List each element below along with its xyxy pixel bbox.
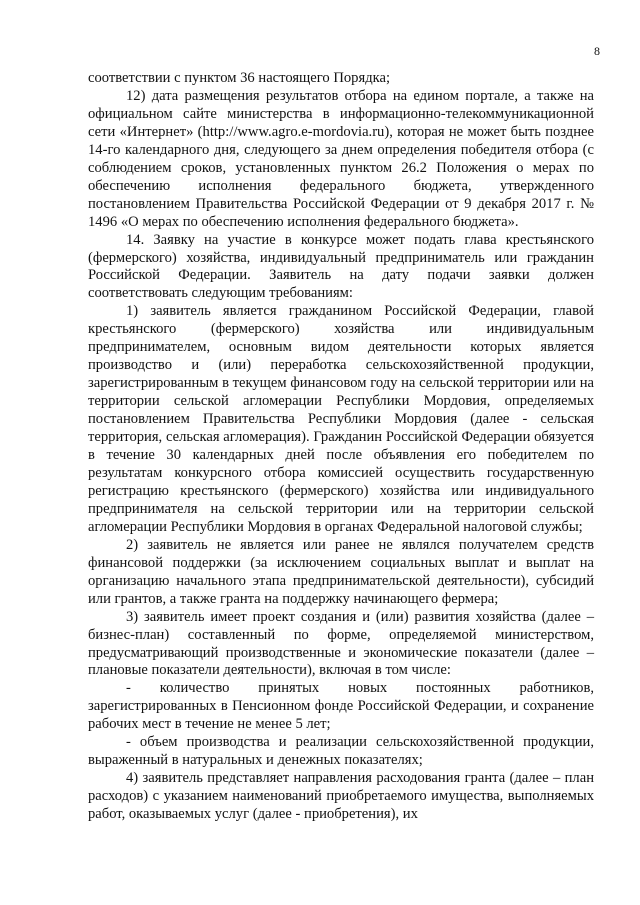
paragraph-requirement-1: 1) заявитель является гражданином Российской Федерации, главой крестьянского (фермерского) хозяйства или индивидуальным предпринимателем, основным видом деятельности которых является производство и (или) переработка сельскохозяйственной продукции, зарегистрированным в текущем финансовом году на сельской территории или на территории сельской агломерации Республики Мордовия, определяемых постановлением Правительства Республики Мордовия (далее - сельская территория, сельская агломерация). Гражданин Российской Федерации обязуется в течение 30 календарных дней после объявления его победителем по результатам конкурсного отбора комиссией осуществить государственную регистрацию крестьянского (фермерского) хозяйства или индивидуального предпринимателя на сельской территории или на территории сельской агломерации Республики Мордовия в органах Федеральной налоговой службы;	[88, 303, 594, 535]
paragraph-section-14: 14. Заявку на участие в конкурсе может подать глава крестьянского (фермерского) хозяйства, индивидуальный предприниматель или гражданин Российской Федерации. Заявитель на дату подачи заявки должен соответствовать следующим требованиям:	[88, 231, 594, 302]
paragraph-bullet-production: - объем производства и реализации сельскохозяйственной продукции, выраженный в натуральных и денежных показателях;	[88, 734, 594, 769]
page-number: 8	[594, 44, 600, 58]
paragraph-bullet-employees: - количество принятых новых постоянных работников, зарегистрированных в Пенсионном фонде Российской Федерации, и сохранение рабочих мест в течение не менее 5 лет;	[88, 680, 594, 733]
paragraph-requirement-3: 3) заявитель имеет проект создания и (или) развития хозяйства (далее – бизнес-план) составленный по форме, определяемой министерством, предусматривающий производственные и экономические показатели (далее – плановые показатели деятельности), включая в том числе:	[88, 608, 594, 679]
document-body	[88, 70, 594, 824]
paragraph-item-12: 12) дата размещения результатов отбора на едином портале, а также на официальном сайте министерства в информационно-телекоммуникационной сети «Интернет» (http://www.agro.e-mordovia.ru), которая не может быть позднее 14-го календарного дня, следующего за днем определения победителя отбора (с соблюдением сроков, установленных пунктом 26.2 Положения о мерах по обеспечению исполнения федерального бюджета, утвержденного постановлением Правительства Российской Федерации от 9 декабря 2017 г. № 1496 «О мерах по обеспечению исполнения федерального бюджета».	[88, 87, 594, 230]
paragraph-requirement-4: 4) заявитель представляет направления расходования гранта (далее – план расходов) с указанием наименований приобретаемого имущества, выполняемых работ, оказываемых услуг (далее - приобретения), их	[88, 770, 594, 823]
paragraph-continuation: соответствии с пунктом 36 настоящего Порядка;	[88, 70, 391, 86]
paragraph-requirement-2: 2) заявитель не является или ранее не являлся получателем средств финансовой поддержки (за исключением социальных выплат и выплат на организацию начального этапа предпринимательской деятельности), субсидий или грантов, а также гранта на поддержку начинающего фермера;	[88, 536, 594, 607]
